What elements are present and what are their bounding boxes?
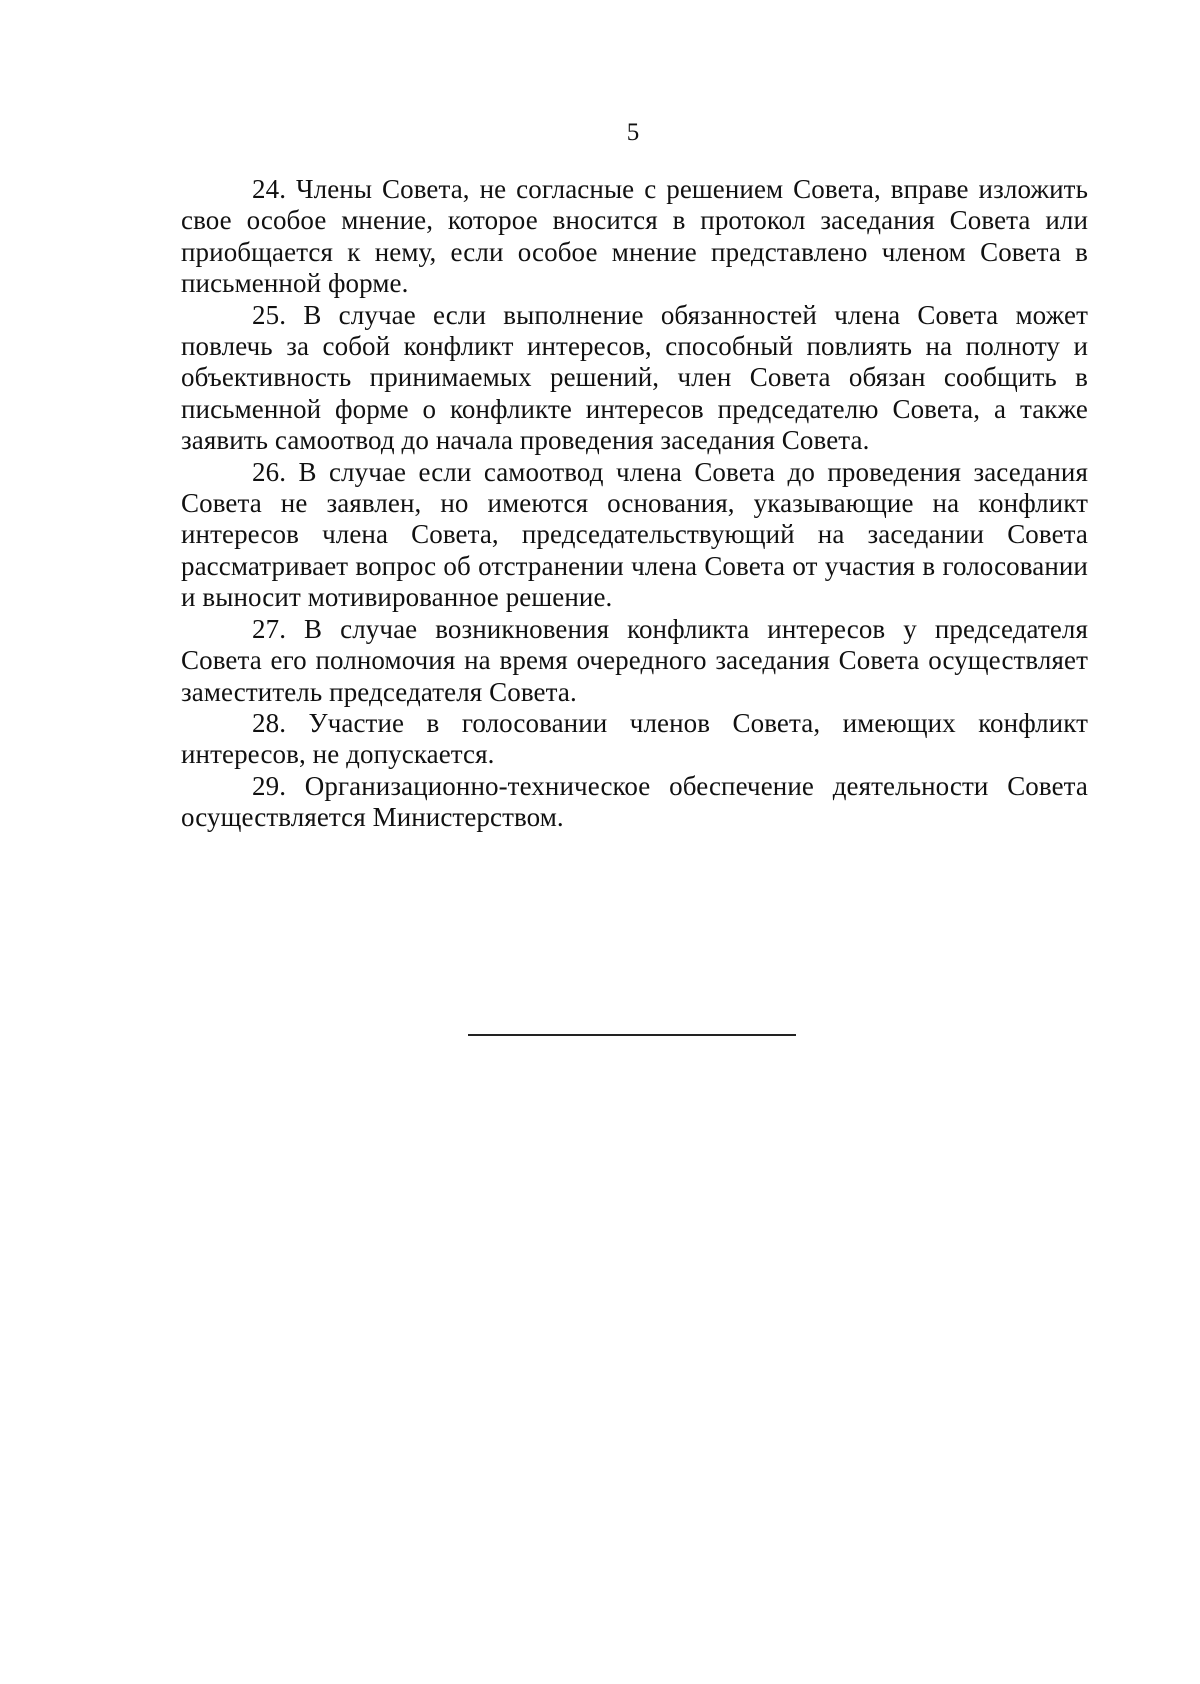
paragraph-24: 24. Члены Совета, не согласные с решением Совета, вправе изложить свое особое мнение, которое вносится в протокол заседания Совета или приобщается к нему, если особое мнение представлено членом Совета в письменной форме. (181, 174, 1088, 299)
end-of-text-divider (468, 1034, 796, 1036)
paragraph-26: 26. В случае если самоотвод члена Совета до проведения заседания Совета не заявлен, но имеются основания, указывающие на конфликт интересов члена Совета, председательствующий на заседании Совета рассматривает вопрос об отстранении члена Совета от участия в голосовании и выносит мотивированное решение. (181, 456, 1088, 613)
paragraph-29: 29. Организационно-техническое обеспечение деятельности Совета осуществляется Министерством. (181, 770, 1088, 833)
document-body (181, 174, 1088, 834)
paragraph-25: 25. В случае если выполнение обязанностей члена Совета может повлечь за собой конфликт интересов, способный повлиять на полноту и объективность принимаемых решений, член Совета обязан сообщить в письменной форме о конфликте интересов председателю Совета, а также заявить самоотвод до начала проведения заседания Совета. (181, 299, 1088, 456)
page-number: 5 (626, 119, 640, 146)
paragraph-28: 28. Участие в голосовании членов Совета, имеющих конфликт интересов, не допускается. (181, 707, 1088, 770)
paragraph-27: 27. В случае возникновения конфликта интересов у председателя Совета его полномочия на время очередного заседания Совета осуществляет заместитель председателя Совета. (181, 613, 1088, 707)
